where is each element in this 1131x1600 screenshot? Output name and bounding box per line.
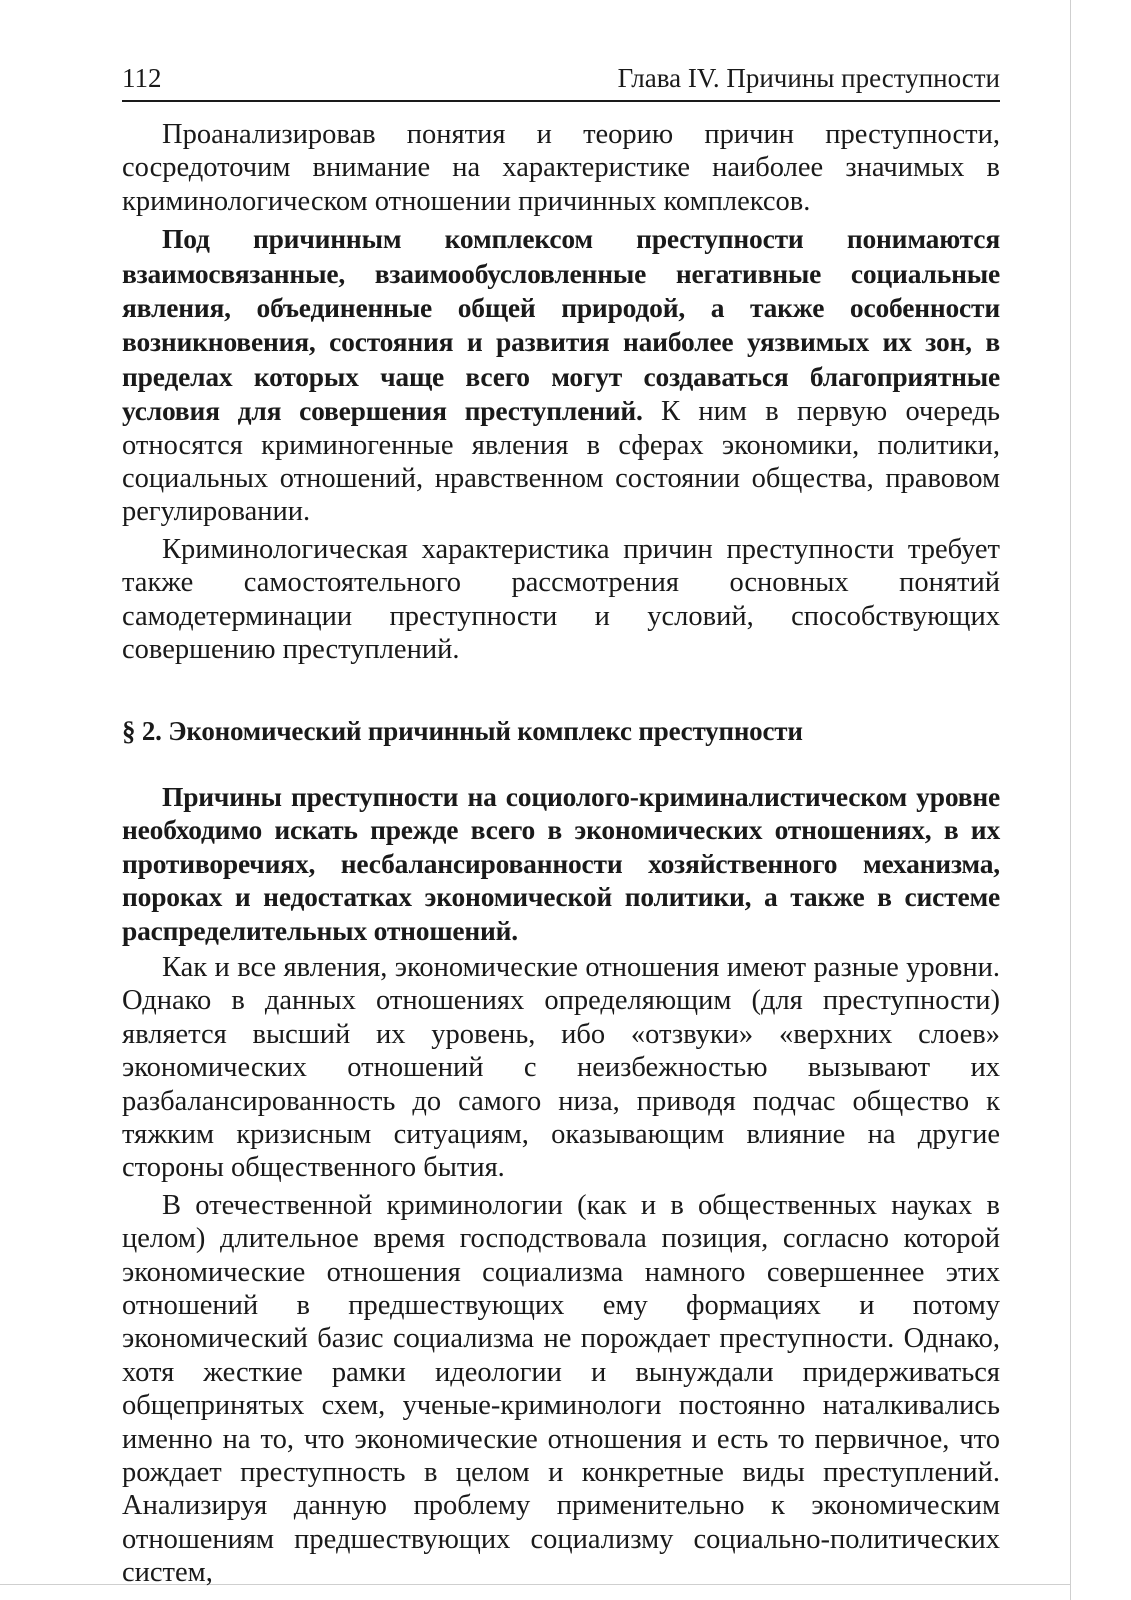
running-head: Глава IV. Причины преступности [617, 63, 1000, 93]
paragraph-definition [122, 222, 1000, 529]
definition-regular-text: К ним в первую очередь относятся криминогенные явления в сферах экономики, политики, социальных отношений, нравственном состоянии общества, правовом регулировании. [122, 396, 1001, 528]
paragraph-domestic-criminology: В отечественной криминологии (как и в общественных науках в целом) длительное время господствовала позиция, согласно которой экономические отношения социализма намного совершеннее этих отношений в предшествующих ему формациях и потому экономический базис социализма не порождает преступности. Однако, хотя жесткие рамки идеологии и вынуждали придерживаться общепринятых схем, ученые-криминологи постоянно наталкивались именно на то, что экономические отношения и есть то первичное, что рождает преступность в целом и конкретные виды преступлений. Анализируя данную проблему применительно к экономическим отношениям предшествующих социализму социально-политических систем, [122, 1189, 1000, 1589]
paragraph-characteristics: Криминологическая характеристика причин преступности требует также самостоятельного рассмотрения основных понятий самодетерминации преступности и условий, способствующих совершению преступлений. [122, 533, 1000, 666]
page-header [122, 60, 1000, 102]
page-edge-right [1070, 0, 1071, 1600]
body-text [122, 118, 1000, 1590]
definition-bold-text: Под причинным комплексом преступности понимаются взаимосвязанные, взаимообусловленные негативные социальные явления, объединенные общей природой, а также особенности возникновения, состояния и развития наиболее уязвимых их зон, в пределах которых чаще всего могут создаваться благоприятные условия для совершения преступлений. [122, 223, 1000, 427]
page-number: 112 [122, 63, 162, 93]
section-title: § 2. Экономический причинный комплекс преступности [122, 715, 803, 746]
paragraph-intro: Проанализировав понятия и теорию причин преступности, сосредоточим внимание на характеристике наиболее значимых в криминологическом отношении причинных комплексов. [122, 119, 1000, 217]
paragraph-economic-causes: Причины преступности на социолого-криминалистическом уровне необходимо искать прежде всего в экономических отношениях, в их противоречиях, несбалансированности хозяйственного механизма, пороках и недостатках экономической политики, а также в системе распределительных отношений. [122, 780, 1000, 946]
paragraph-economic-levels: Как и все явления, экономические отношения имеют разные уровни. Однако в данных отношениях определяющим (для преступности) является высший их уровень, ибо «отзвуки» «верхних слоев» экономических отношений с неизбежностью вызывают их разбалансированность до самого низа, приводя подчас общество к тяжким кризисным ситуациям, оказывающим влияние на другие стороны общественного бытия. [122, 951, 1000, 1184]
